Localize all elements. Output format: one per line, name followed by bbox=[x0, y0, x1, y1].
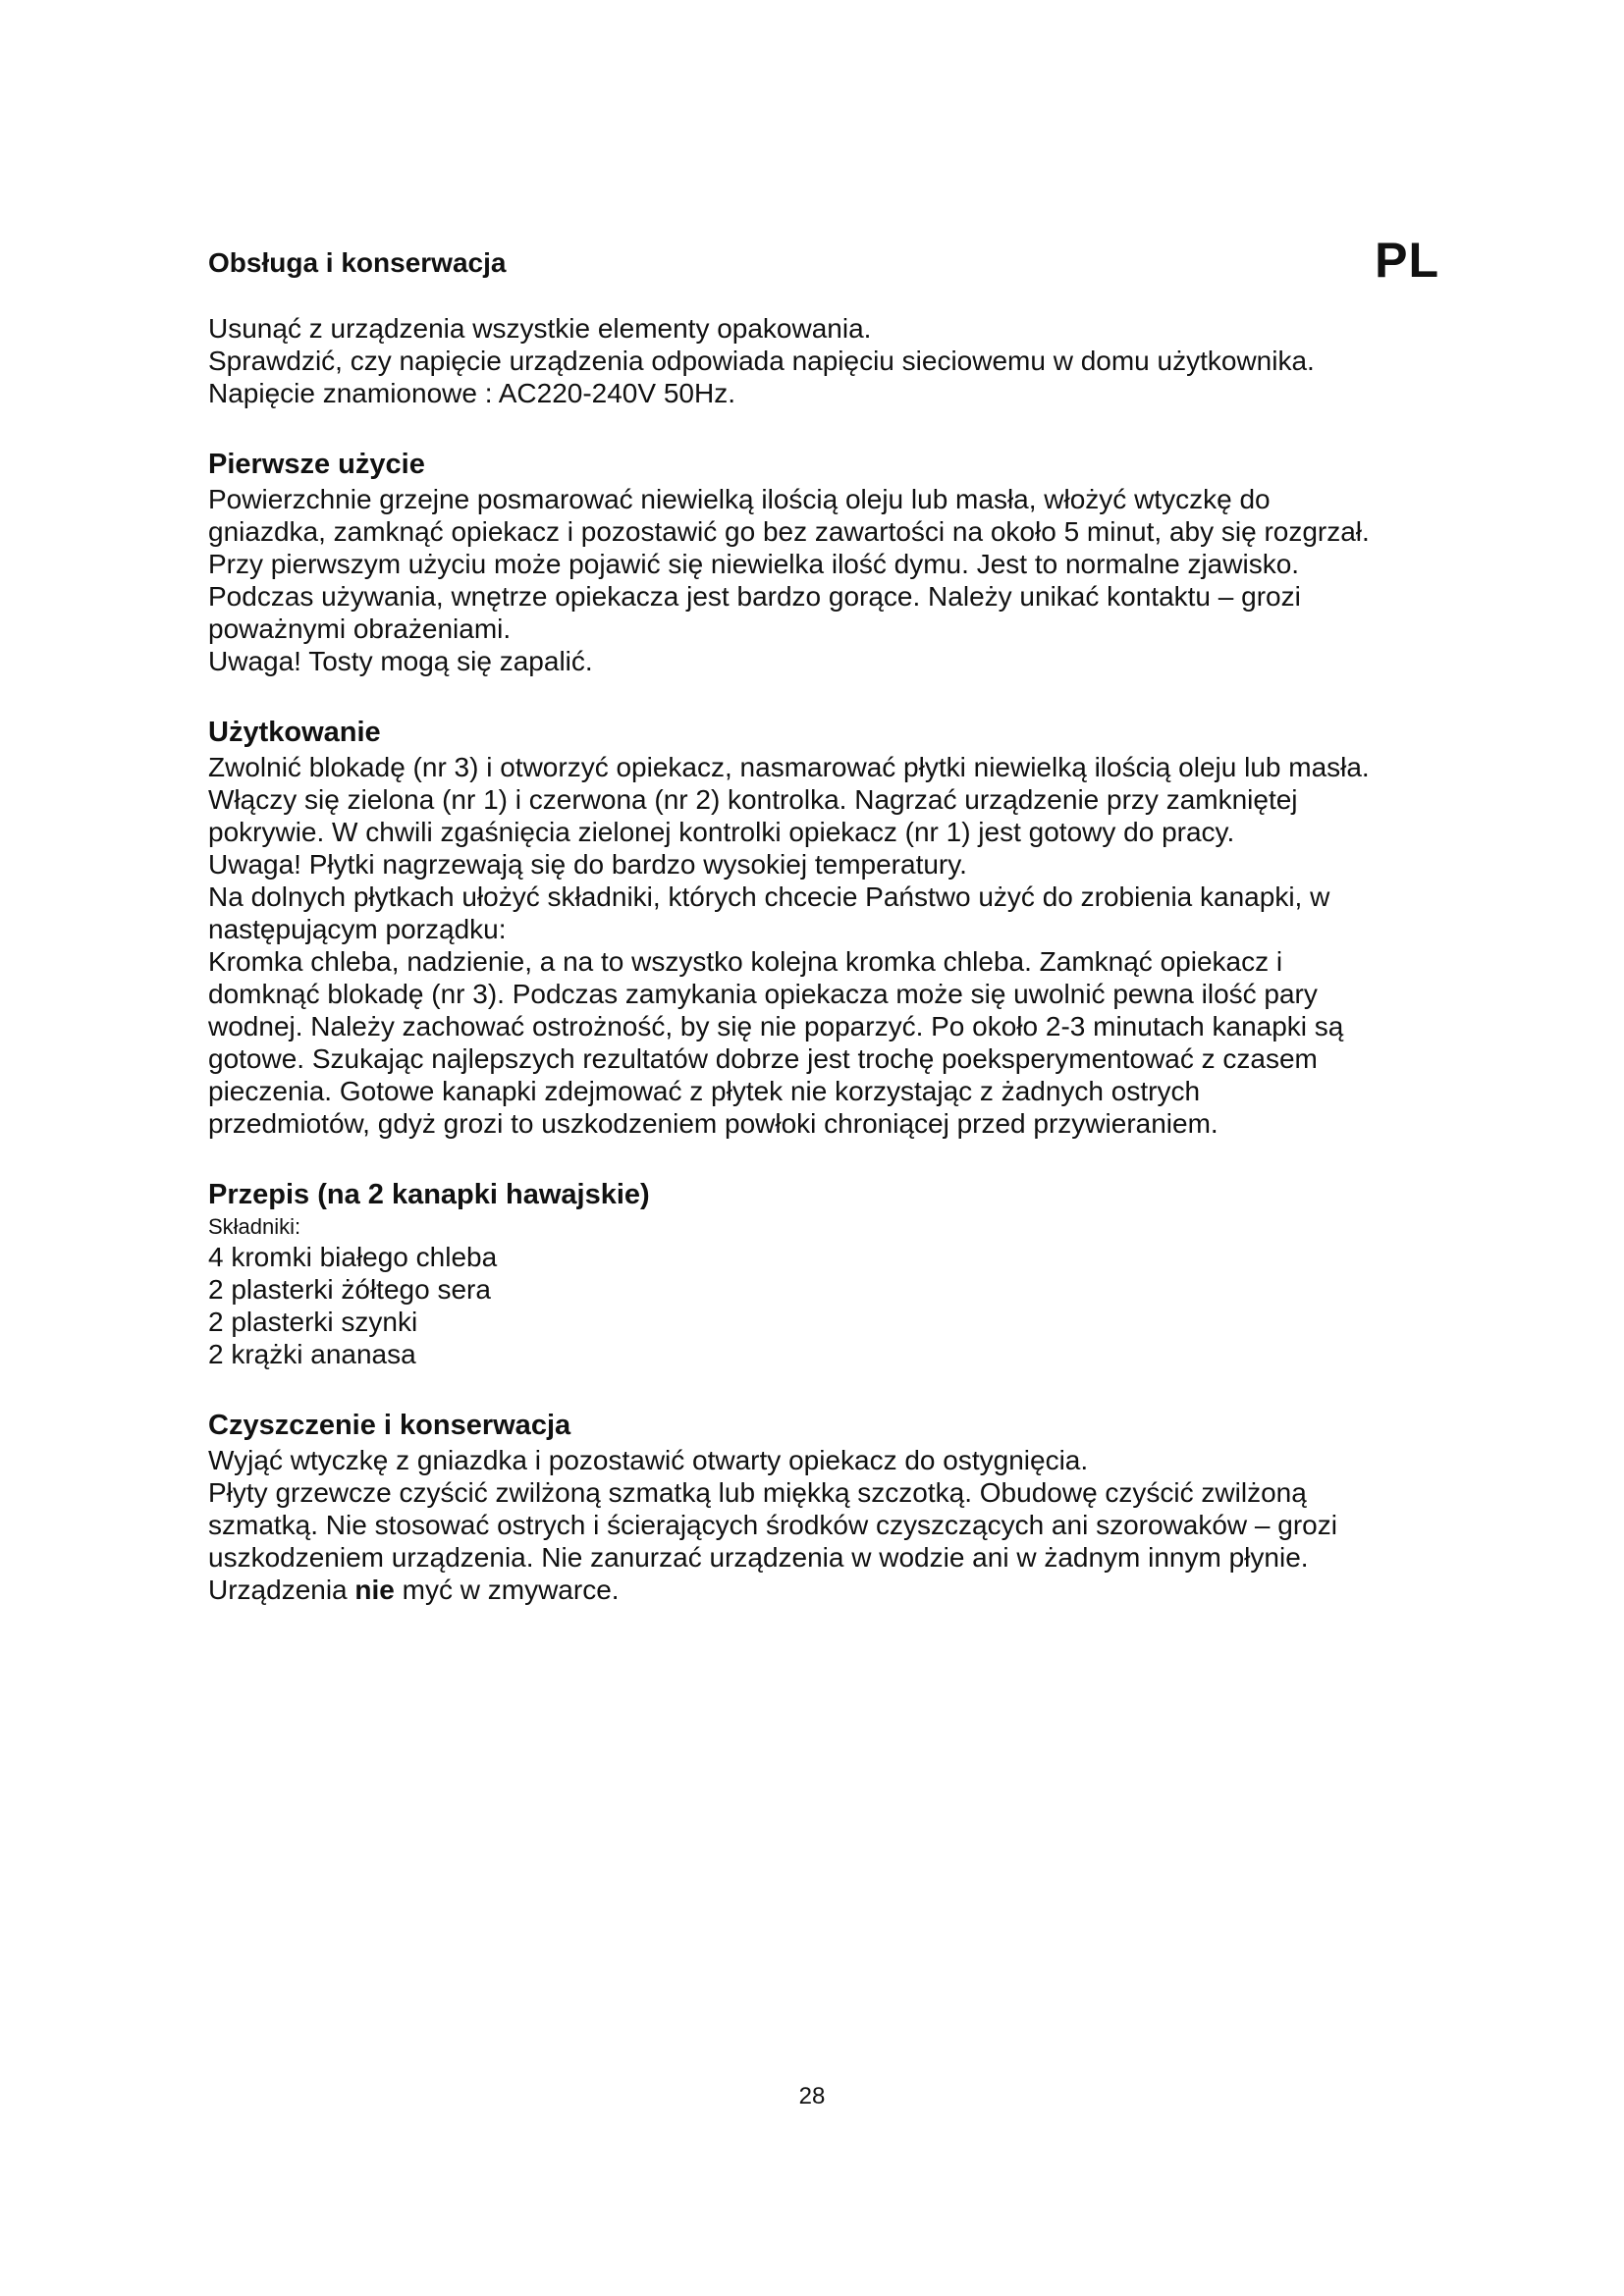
paragraph-line: szmatką. Nie stosować ostrych i ścierających środków czyszczących ani szorowaków – grozi bbox=[208, 1510, 1337, 1540]
paragraph-line: Powierzchnie grzejne posmarować niewielką ilością oleju lub masła, włożyć wtyczkę do bbox=[208, 484, 1271, 514]
paragraph-line: Podczas używania, wnętrze opiekacza jest bardzo gorące. Należy unikać kontaktu – grozi bbox=[208, 581, 1301, 612]
paragraph-line: Zwolnić blokadę (nr 3) i otworzyć opiekacz, nasmarować płytki niewielką ilością oleju lub masła. bbox=[208, 752, 1370, 782]
warning-emphasis: nie bbox=[354, 1575, 395, 1605]
paragraph-line: Uwaga! Płytki nagrzewają się do bardzo wysokiej temperatury. bbox=[208, 849, 967, 880]
page-title: Obsługa i konserwacja bbox=[208, 247, 507, 278]
paragraph-line: domknąć blokadę (nr 3). Podczas zamykania opiekacza może się uwolnić pewna ilość pary bbox=[208, 979, 1318, 1009]
intro-section bbox=[208, 312, 1445, 409]
paragraph-line: Wyjąć wtyczkę z gniazdka i pozostawić otwarty opiekacz do ostygnięcia. bbox=[208, 1445, 1089, 1475]
paragraph-line: Uwaga! Tosty mogą się zapalić. bbox=[208, 646, 593, 676]
paragraph-line-warning bbox=[208, 1574, 1445, 1606]
document-body bbox=[208, 312, 1445, 1606]
section-heading: Użytkowanie bbox=[208, 717, 381, 748]
paragraph-line: gniazdka, zamknąć opiekacz i pozostawić go bez zawartości na około 5 minut, aby się rozgrzał. bbox=[208, 516, 1370, 547]
language-code: PL bbox=[1375, 233, 1439, 288]
first-use-section bbox=[208, 449, 1445, 677]
page-number: 28 bbox=[798, 2083, 826, 2109]
page-header bbox=[208, 232, 1439, 291]
section-heading: Przepis (na 2 kanapki hawajskie) bbox=[208, 1179, 650, 1210]
warning-prefix: Urządzenia bbox=[208, 1575, 355, 1605]
paragraph-line: przedmiotów, gdyż grozi to uszkodzeniem powłoki chroniącej przed przywieraniem. bbox=[208, 1108, 1218, 1139]
paragraph-line: Na dolnych płytkach ułożyć składniki, których chcecie Państwo użyć do zrobienia kanapki, w bbox=[208, 881, 1330, 912]
intro-line: Sprawdzić, czy napięcie urządzenia odpowiada napięciu sieciowemu w domu użytkownika. bbox=[208, 346, 1315, 376]
usage-section bbox=[208, 717, 1445, 1140]
ingredient-item: 2 plasterki szynki bbox=[208, 1307, 418, 1337]
cleaning-section bbox=[208, 1410, 1445, 1606]
paragraph-line: Płyty grzewcze czyścić zwilżoną szmatką lub miękką szczotką. Obudowę czyścić zwilżoną bbox=[208, 1477, 1307, 1508]
paragraph-line: następującym porządku: bbox=[208, 914, 507, 944]
paragraph-line: Przy pierwszym użyciu może pojawić się niewielka ilość dymu. Jest to normalne zjawisko. bbox=[208, 549, 1300, 579]
paragraph-line: Kromka chleba, nadzienie, a na to wszystko kolejna kromka chleba. Zamknąć opiekacz i bbox=[208, 946, 1283, 977]
paragraph-line: gotowe. Szukając najlepszych rezultatów dobrze jest trochę poeksperymentować z czasem bbox=[208, 1043, 1318, 1074]
intro-line: Napięcie znamionowe : AC220-240V 50Hz. bbox=[208, 378, 735, 408]
section-heading: Czyszczenie i konserwacja bbox=[208, 1410, 571, 1441]
ingredient-item: 2 plasterki żółtego sera bbox=[208, 1274, 491, 1305]
paragraph-line: pieczenia. Gotowe kanapki zdejmować z płytek nie korzystając z żadnych ostrych bbox=[208, 1076, 1201, 1106]
recipe-section bbox=[208, 1179, 1445, 1370]
paragraph-line: wodnej. Należy zachować ostrożność, by się nie poparzyć. Po około 2-3 minutach kanapki są bbox=[208, 1011, 1344, 1041]
ingredients-label: Składniki: bbox=[208, 1214, 301, 1239]
ingredient-item: 2 krążki ananasa bbox=[208, 1339, 416, 1369]
paragraph-line: poważnymi obrażeniami. bbox=[208, 614, 512, 644]
intro-line: Usunąć z urządzenia wszystkie elementy opakowania. bbox=[208, 313, 872, 344]
paragraph-line: pokrywie. W chwili zgaśnięcia zielonej kontrolki opiekacz (nr 1) jest gotowy do pracy. bbox=[208, 817, 1235, 847]
paragraph-line: uszkodzeniem urządzenia. Nie zanurzać urządzenia w wodzie ani w żadnym innym płynie. bbox=[208, 1542, 1309, 1573]
section-heading: Pierwsze użycie bbox=[208, 449, 425, 480]
warning-suffix: myć w zmywarce. bbox=[394, 1575, 620, 1605]
paragraph-line: Włączy się zielona (nr 1) i czerwona (nr 2) kontrolka. Nagrzać urządzenie przy zamkniętej bbox=[208, 784, 1298, 815]
ingredient-item: 4 kromki białego chleba bbox=[208, 1242, 498, 1272]
